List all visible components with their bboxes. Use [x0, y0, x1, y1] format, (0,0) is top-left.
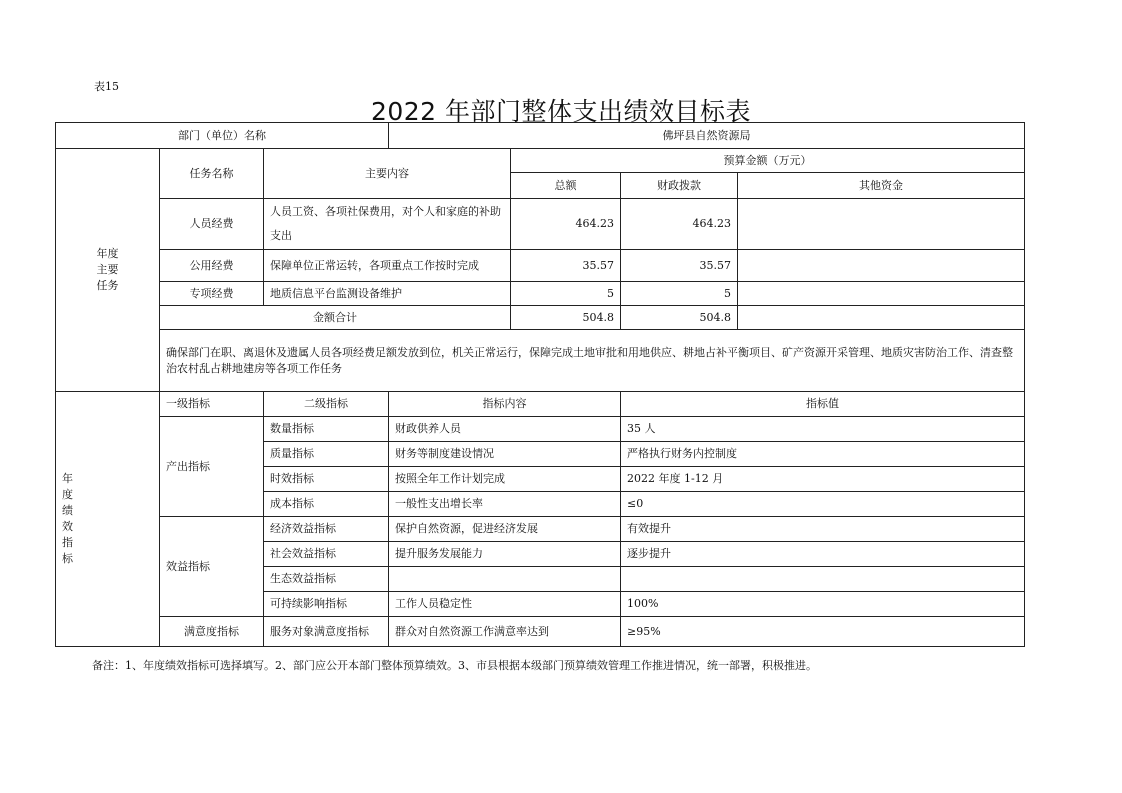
level1-header: 一级指标	[160, 392, 264, 417]
level2-indicator: 时效指标	[264, 467, 389, 492]
level2-indicator: 经济效益指标	[264, 517, 389, 542]
indicator-row	[56, 517, 1025, 542]
task-name: 人员经费	[160, 199, 264, 250]
task-fiscal: 464.23	[621, 199, 738, 250]
task-content: 人员工资、各项社保费用，对个人和家庭的补助支出	[264, 199, 511, 250]
task-row	[56, 199, 1025, 250]
footnote: 备注：1、年度绩效指标可选择填写。2、部门应公开本部门整体预算绩效。3、市县根据本级部门预算绩效管理工作推进情况，统一部署，积极推进。	[92, 659, 817, 672]
task-total: 35.57	[511, 250, 621, 282]
indicator-value: 严格执行财务内控制度	[621, 442, 1025, 467]
main-content-header: 主要内容	[264, 149, 511, 199]
annual-performance-indicator-label: 年 度 绩 效 指 标	[56, 392, 160, 647]
task-header-row	[56, 149, 1025, 173]
indicator-content: 一般性支出增长率	[389, 492, 621, 517]
output-indicator-label: 产出指标	[160, 417, 264, 517]
indicator-content: 提升服务发展能力	[389, 542, 621, 567]
task-other	[738, 282, 1025, 306]
indicator-content: 群众对自然资源工作满意率达到	[389, 617, 621, 647]
indicator-content: 保护自然资源，促进经济发展	[389, 517, 621, 542]
indicator-value: 35 人	[621, 417, 1025, 442]
indicator-value: ≥95%	[621, 617, 1025, 647]
task-fiscal: 5	[621, 282, 738, 306]
indicator-content: 财政供养人员	[389, 417, 621, 442]
indicator-content: 工作人员稳定性	[389, 592, 621, 617]
sum-label: 金额合计	[160, 306, 511, 330]
sum-other	[738, 306, 1025, 330]
level2-indicator: 数量指标	[264, 417, 389, 442]
level2-indicator: 质量指标	[264, 442, 389, 467]
total-header: 总额	[511, 173, 621, 199]
level2-header: 二级指标	[264, 392, 389, 417]
indicator-header-row	[56, 392, 1025, 417]
indicator-value-header: 指标值	[621, 392, 1025, 417]
level2-indicator: 可持续影响指标	[264, 592, 389, 617]
satisfaction-indicator-label: 满意度指标	[160, 617, 264, 647]
goals-row	[56, 330, 1025, 392]
task-total: 464.23	[511, 199, 621, 250]
task-name-header: 任务名称	[160, 149, 264, 199]
indicator-value: 逐步提升	[621, 542, 1025, 567]
indicator-value: 有效提升	[621, 517, 1025, 542]
indicator-value: 100%	[621, 592, 1025, 617]
table-number: 表15	[94, 80, 119, 93]
indicator-content: 财务等制度建设情况	[389, 442, 621, 467]
annual-task-label: 年度 主要 任务	[56, 149, 160, 392]
level2-indicator: 成本指标	[264, 492, 389, 517]
dept-value: 佛坪县自然资源局	[389, 123, 1025, 149]
sum-total: 504.8	[511, 306, 621, 330]
task-row	[56, 250, 1025, 282]
dept-label: 部门（单位）名称	[56, 123, 389, 149]
indicator-content: 按照全年工作计划完成	[389, 467, 621, 492]
task-row	[56, 282, 1025, 306]
other-funds-header: 其他资金	[738, 173, 1025, 199]
page-title: 2022 年部门整体支出绩效目标表	[370, 97, 752, 126]
task-content: 地质信息平台监测设备维护	[264, 282, 511, 306]
level2-indicator: 服务对象满意度指标	[264, 617, 389, 647]
task-total: 5	[511, 282, 621, 306]
annual-goals-text: 确保部门在职、离退休及遗属人员各项经费足额发放到位，机关正常运行，保障完成土地审批和用地供应、耕地占补平衡项目、矿产资源开采管理、地质灾害防治工作、清查整治农村乱占耕地建房等各项工作任务	[160, 330, 1025, 392]
indicator-value	[621, 567, 1025, 592]
task-other	[738, 250, 1025, 282]
indicator-content	[389, 567, 621, 592]
task-name: 专项经费	[160, 282, 264, 306]
task-name: 公用经费	[160, 250, 264, 282]
indicator-row	[56, 417, 1025, 442]
dept-row	[56, 123, 1025, 149]
level2-indicator: 社会效益指标	[264, 542, 389, 567]
sum-fiscal: 504.8	[621, 306, 738, 330]
performance-target-table	[55, 122, 1025, 647]
task-content: 保障单位正常运转，各项重点工作按时完成	[264, 250, 511, 282]
benefit-indicator-label: 效益指标	[160, 517, 264, 617]
level2-indicator: 生态效益指标	[264, 567, 389, 592]
fiscal-header: 财政拨款	[621, 173, 738, 199]
indicator-content-header: 指标内容	[389, 392, 621, 417]
indicator-value: 2022 年度 1-12 月	[621, 467, 1025, 492]
task-other	[738, 199, 1025, 250]
indicator-value: ≤0	[621, 492, 1025, 517]
task-fiscal: 35.57	[621, 250, 738, 282]
sum-row	[56, 306, 1025, 330]
indicator-row	[56, 617, 1025, 647]
budget-header: 预算金额（万元）	[511, 149, 1025, 173]
